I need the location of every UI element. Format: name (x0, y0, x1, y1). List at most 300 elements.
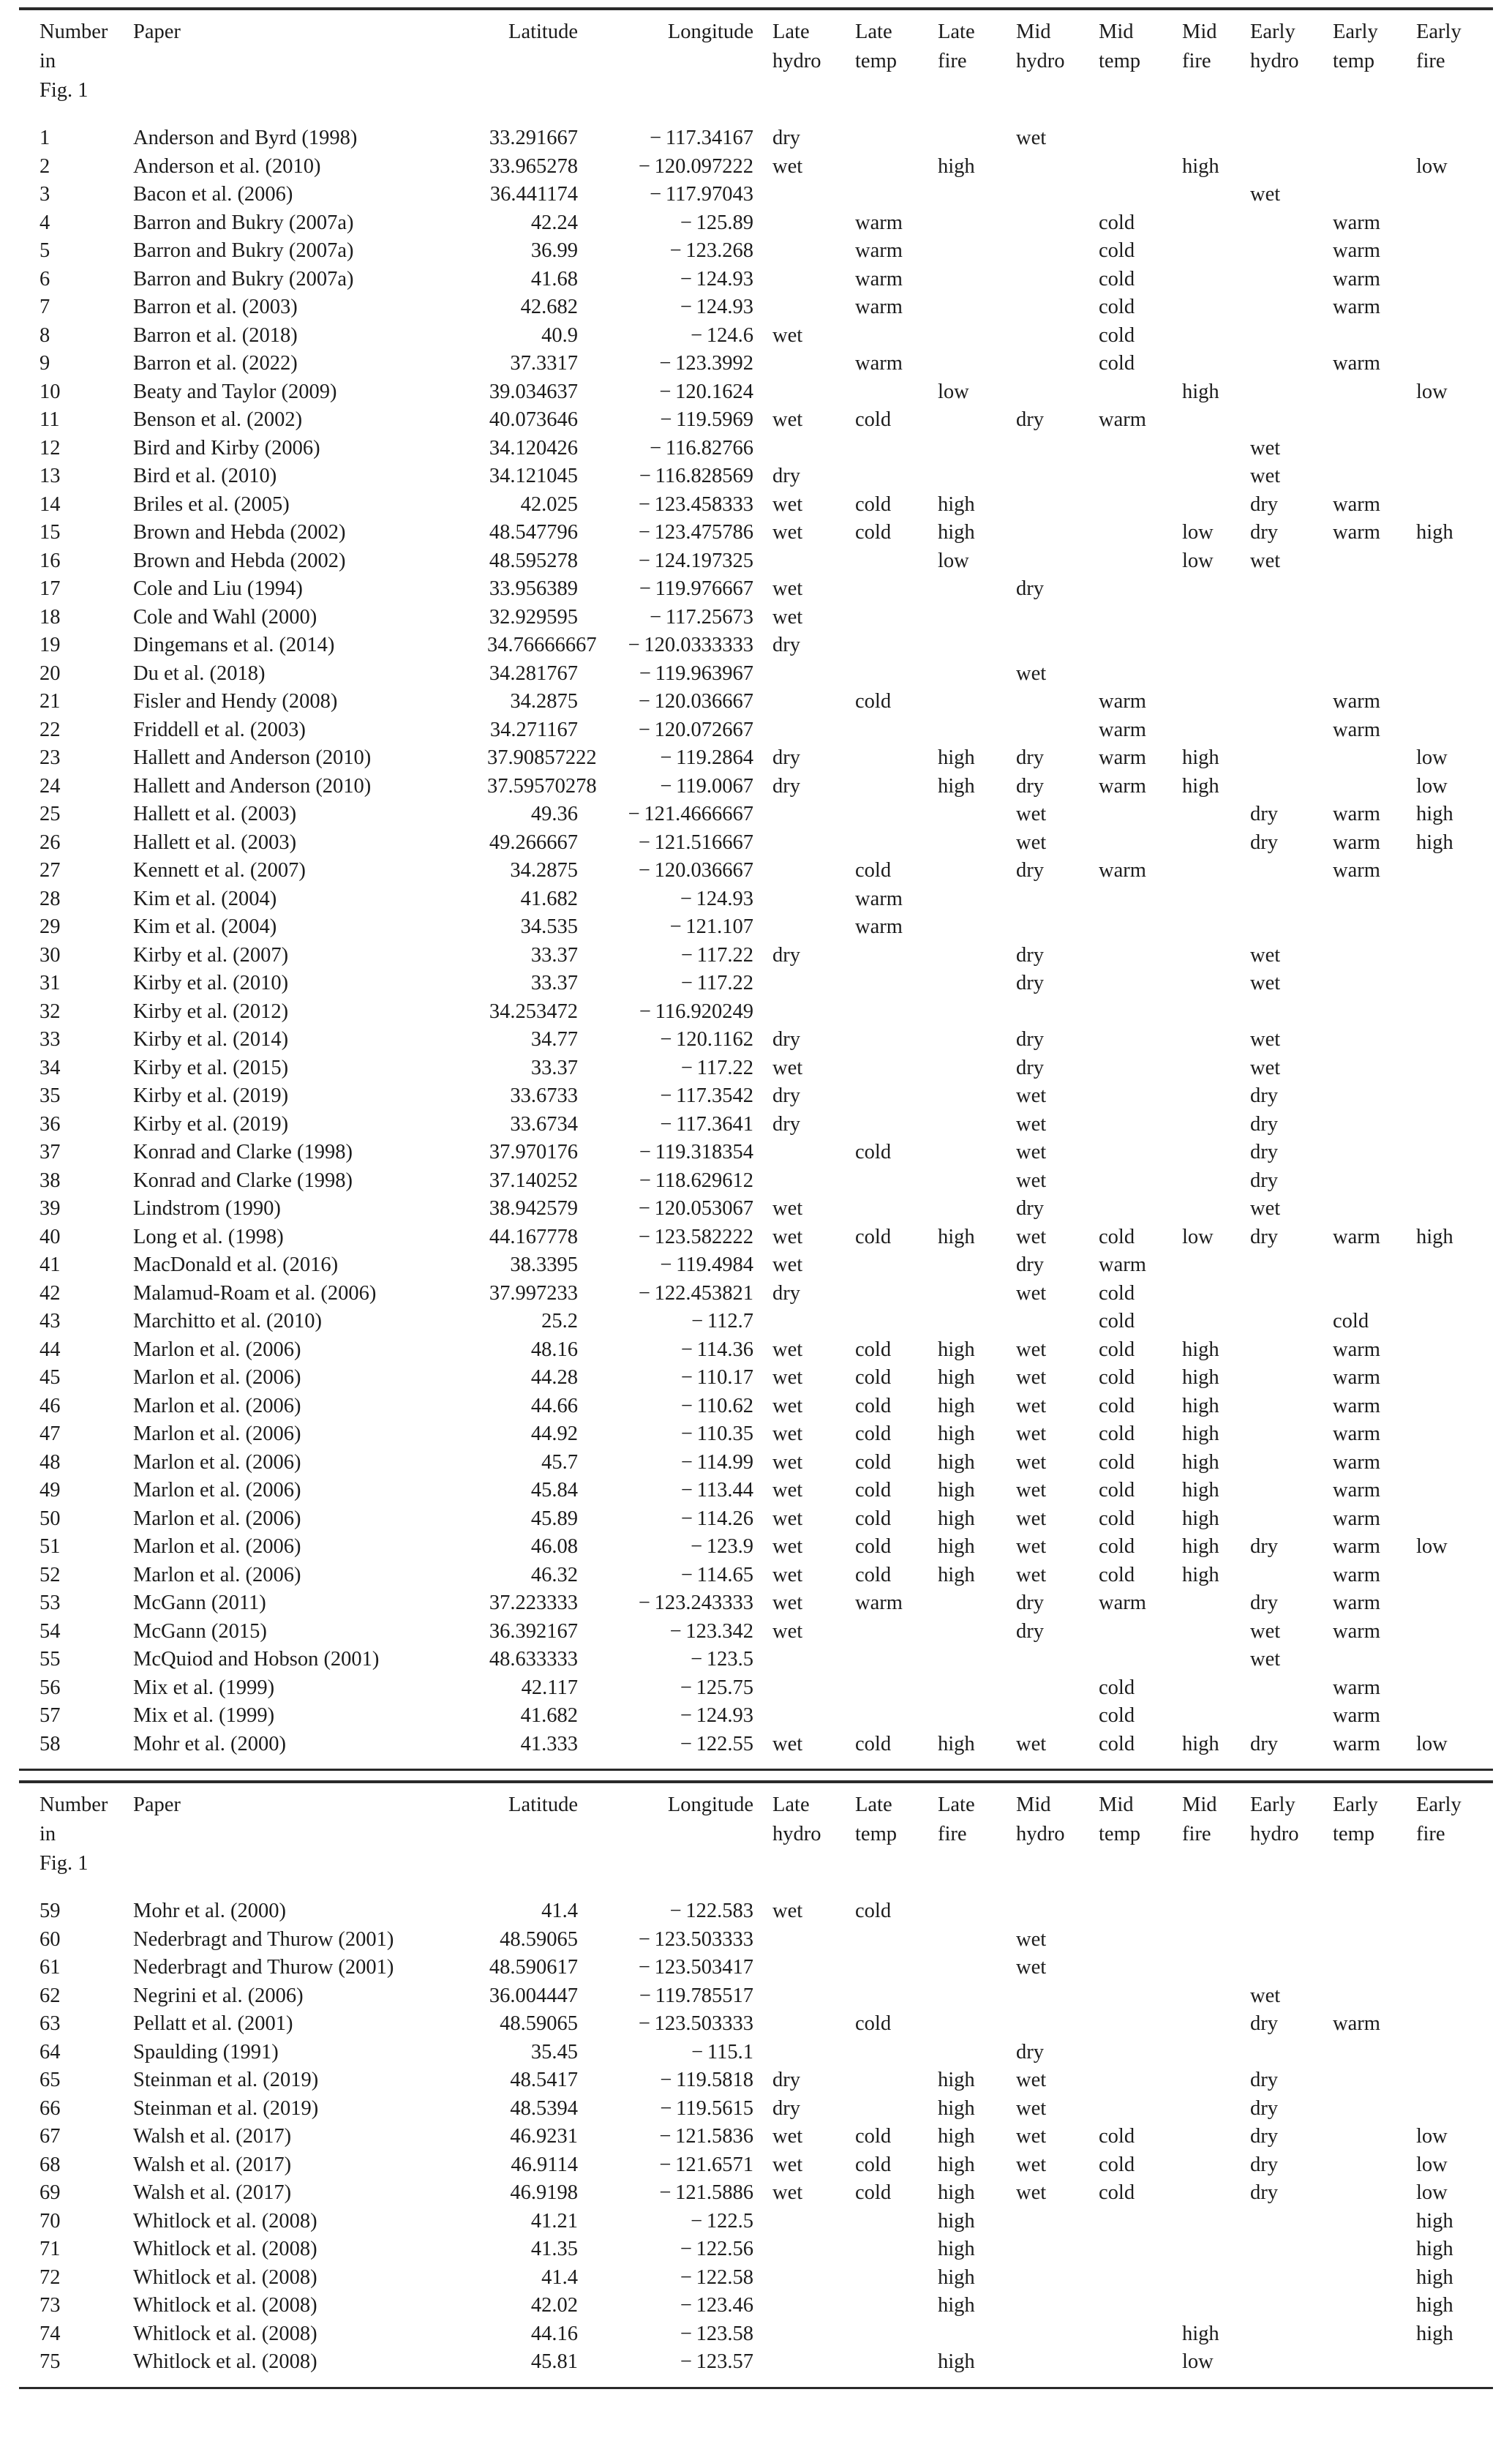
cell-paper: Kennett et al. (2007) (133, 859, 306, 882)
cell-mid-temp: warm (1099, 718, 1146, 741)
cell-late-temp: warm (855, 352, 903, 375)
cell-late-hydro: dry (772, 2069, 800, 2091)
cell-number: 71 (40, 2238, 61, 2260)
cell-mid-temp: cold (1099, 1507, 1135, 1530)
cell-latitude: 33.37 (530, 972, 578, 994)
cell-mid-hydro (997, 2320, 1080, 2349)
table-row (19, 1280, 1493, 1308)
cell-mid-fire: high (1182, 1394, 1219, 1417)
cell-early-temp (1314, 2179, 1397, 2208)
cell-number: 23 (40, 746, 61, 769)
cell-mid-fire (1163, 1139, 1231, 1167)
cell-early-fire: high (1416, 803, 1453, 825)
table-row (19, 1026, 1493, 1054)
cell-longitude: − 114.65 (680, 1563, 753, 1586)
cell-early-temp: warm (1333, 1394, 1380, 1417)
cell-late-fire (919, 660, 997, 689)
cell-late-hydro (753, 237, 836, 266)
table-row (19, 1533, 1493, 1562)
cell-mid-hydro: wet (1016, 1479, 1047, 1502)
cell-late-temp: cold (855, 1394, 892, 1417)
cell-late-temp: cold (855, 2125, 892, 2148)
cell-late-hydro: wet (772, 1900, 803, 1922)
cell-late-fire (919, 2010, 997, 2039)
cell-early-temp (1314, 970, 1397, 998)
cell-late-hydro (753, 1308, 836, 1336)
cell-early-temp: warm (1333, 296, 1380, 318)
cell-mid-fire: high (1182, 1563, 1219, 1586)
cell-late-temp (836, 2208, 919, 2236)
cell-late-temp (836, 1982, 919, 2011)
cell-number: 2 (40, 154, 50, 178)
cell-early-temp: warm (1333, 1535, 1380, 1558)
cell-mid-temp: warm (1099, 746, 1146, 769)
table-row (19, 1618, 1493, 1646)
cell-mid-hydro (997, 2292, 1080, 2320)
cell-early-temp: warm (1333, 1338, 1380, 1361)
cell-mid-fire (1163, 1674, 1231, 1703)
table-row (19, 2010, 1493, 2039)
cell-paper: Hallett and Anderson (2010) (133, 746, 372, 769)
cell-number: 28 (40, 887, 61, 910)
cell-number: 1 (40, 127, 50, 149)
cell-late-temp (836, 322, 919, 351)
table-header-repeat (19, 1783, 1493, 1887)
col-header-early-fire: Early fire (1416, 1793, 1462, 1845)
cell-late-temp (836, 1308, 919, 1336)
cell-mid-temp: cold (1099, 1535, 1135, 1558)
cell-mid-fire (1163, 2235, 1231, 2264)
cell-longitude: − 121.6571 (659, 2153, 753, 2176)
cell-number: 64 (40, 2040, 61, 2063)
cell-mid-hydro: wet (1016, 1732, 1047, 1755)
cell-paper: Mix et al. (1999) (133, 1704, 275, 1727)
cell-number: 33 (40, 1028, 61, 1051)
cell-late-fire (919, 1139, 997, 1167)
cell-late-hydro (753, 1954, 836, 1982)
cell-late-temp (836, 1082, 919, 1111)
cell-mid-hydro: dry (1016, 943, 1044, 967)
cell-mid-temp: warm (1099, 774, 1146, 798)
cell-early-temp (1314, 913, 1397, 942)
table-row (19, 435, 1493, 463)
table-row (19, 1392, 1493, 1421)
table-row (19, 1223, 1493, 1252)
cell-paper: Bird and Kirby (2006) (133, 436, 320, 460)
cell-late-temp: cold (855, 1141, 892, 1163)
cell-longitude: − 124.93 (680, 296, 753, 318)
cell-early-fire (1397, 1505, 1493, 1534)
cell-mid-hydro (997, 2235, 1080, 2264)
cell-early-hydro (1231, 1280, 1314, 1308)
cell-late-temp (836, 1054, 919, 1083)
col-header-longitude: Longitude (667, 20, 753, 43)
table-row (19, 350, 1493, 378)
cell-early-fire (1397, 631, 1493, 660)
cell-mid-temp (1080, 153, 1163, 181)
cell-late-fire (919, 209, 997, 238)
cell-early-hydro: wet (1250, 1619, 1281, 1643)
cell-mid-fire (1163, 181, 1231, 209)
cell-latitude: 37.59570278 (487, 774, 597, 798)
cell-mid-fire (1163, 293, 1231, 322)
cell-late-hydro: dry (772, 1112, 800, 1136)
cell-latitude: 41.21 (530, 2209, 578, 2233)
cell-number: 20 (40, 661, 61, 685)
cell-mid-fire (1163, 237, 1231, 266)
cell-late-fire: high (938, 492, 975, 516)
cell-latitude: 48.59065 (500, 1927, 578, 1951)
cell-mid-temp (1080, 885, 1163, 914)
cell-paper: Dingemans et al. (2014) (133, 634, 335, 656)
cell-number: 74 (40, 2322, 61, 2345)
table-row (19, 1195, 1493, 1223)
col-header-mid-temp: Mid temp (1099, 20, 1140, 72)
cell-number: 17 (40, 577, 61, 600)
cell-number: 50 (40, 1507, 61, 1530)
cell-early-temp (1314, 885, 1397, 914)
cell-longitude: − 112.7 (691, 1310, 753, 1332)
cell-paper: Brown and Hebda (2002) (133, 521, 346, 544)
cell-late-hydro (753, 998, 836, 1027)
cell-number: 11 (40, 408, 60, 431)
cell-early-temp: warm (1333, 267, 1380, 290)
cell-late-fire (919, 1954, 997, 1982)
cell-paper: Mohr et al. (2000) (133, 1900, 286, 1922)
cell-early-fire (1397, 2095, 1493, 2123)
cell-number: 62 (40, 1984, 61, 2007)
cell-number: 70 (40, 2209, 61, 2233)
cell-early-hydro (1231, 1420, 1314, 1449)
cell-early-hydro (1231, 2039, 1314, 2067)
cell-number: 29 (40, 915, 61, 938)
cell-mid-hydro (997, 913, 1080, 942)
cell-number: 14 (40, 492, 61, 516)
cell-latitude: 46.32 (530, 1563, 578, 1586)
cell-number: 8 (40, 323, 50, 347)
cell-late-fire (919, 2320, 997, 2349)
cell-early-temp: warm (1333, 211, 1380, 234)
cell-late-fire (919, 1167, 997, 1196)
cell-early-hydro (1231, 857, 1314, 885)
cell-paper: Kirby et al. (2019) (133, 1112, 289, 1136)
cell-mid-temp (1080, 2264, 1163, 2293)
cell-early-temp (1314, 1251, 1397, 1280)
cell-mid-hydro (997, 2010, 1080, 2039)
cell-early-hydro (1231, 1251, 1314, 1280)
cell-longitude: − 124.93 (680, 267, 753, 290)
cell-early-temp: warm (1333, 1366, 1380, 1389)
table-row (19, 1674, 1493, 1703)
table-row (19, 2123, 1493, 2151)
table-body-1 (19, 114, 1493, 1769)
cell-mid-temp: cold (1099, 1704, 1135, 1727)
cell-early-hydro (1231, 1887, 1314, 1926)
cell-early-temp (1314, 631, 1397, 660)
cell-mid-temp: warm (1099, 408, 1146, 431)
cell-late-hydro: wet (772, 323, 803, 347)
cell-early-fire (1397, 2039, 1493, 2067)
cell-late-temp: cold (855, 492, 892, 516)
cell-late-temp: warm (855, 1592, 903, 1614)
cell-early-fire (1397, 1392, 1493, 1421)
cell-early-hydro (1231, 631, 1314, 660)
cell-late-fire: high (938, 1507, 975, 1530)
cell-latitude: 34.77 (530, 1028, 578, 1051)
cell-mid-temp (1080, 604, 1163, 632)
cell-mid-temp: cold (1099, 1394, 1135, 1417)
cell-mid-hydro: dry (1016, 972, 1044, 994)
cell-late-hydro (753, 970, 836, 998)
cell-number: 27 (40, 859, 61, 882)
cell-mid-hydro: wet (1016, 1169, 1047, 1192)
cell-late-fire (919, 885, 997, 914)
cell-early-fire (1397, 462, 1493, 491)
cell-early-temp (1314, 435, 1397, 463)
table-row (19, 1887, 1493, 1926)
records-table-part-2 (19, 1783, 1493, 2387)
cell-late-fire (919, 970, 997, 998)
cell-mid-hydro: wet (1016, 1927, 1047, 1951)
cell-early-fire (1397, 1308, 1493, 1336)
cell-late-hydro (753, 885, 836, 914)
cell-mid-fire (1163, 631, 1231, 660)
cell-late-fire: high (938, 1535, 975, 1558)
cell-late-hydro (753, 2320, 836, 2349)
cell-paper: Marlon et al. (2006) (133, 1535, 301, 1558)
cell-early-hydro (1231, 2235, 1314, 2264)
cell-mid-fire: high (1182, 380, 1219, 403)
cell-latitude: 42.02 (530, 2294, 578, 2317)
cell-early-hydro: dry (1250, 521, 1278, 544)
cell-mid-temp: cold (1099, 1338, 1135, 1361)
cell-early-temp (1314, 2151, 1397, 2180)
cell-mid-hydro (997, 1674, 1080, 1703)
cell-paper: Pellatt et al. (2001) (133, 2012, 293, 2035)
cell-paper: Marlon et al. (2006) (133, 1507, 301, 1530)
cell-early-temp (1314, 1887, 1397, 1926)
cell-early-temp: warm (1333, 1479, 1380, 1502)
cell-mid-fire: low (1182, 549, 1214, 572)
cell-early-hydro: dry (1250, 1112, 1278, 1136)
cell-late-hydro (753, 1702, 836, 1731)
cell-early-temp: warm (1333, 492, 1380, 516)
cell-mid-hydro: dry (1016, 1028, 1044, 1051)
cell-early-fire (1397, 970, 1493, 998)
cell-mid-temp: cold (1099, 352, 1135, 375)
cell-latitude: 37.997233 (489, 1281, 578, 1305)
cell-paper: Kim et al. (2004) (133, 915, 277, 938)
cell-late-fire (919, 688, 997, 716)
cell-paper: Kirby et al. (2014) (133, 1028, 289, 1051)
cell-early-temp: warm (1333, 2012, 1380, 2035)
cell-paper: Kirby et al. (2015) (133, 1056, 289, 1079)
cell-mid-fire (1163, 1646, 1231, 1674)
cell-latitude: 32.929595 (489, 605, 578, 629)
cell-late-temp: cold (855, 859, 892, 882)
cell-mid-fire (1163, 491, 1231, 520)
cell-late-temp (836, 114, 919, 153)
table-row (19, 237, 1493, 266)
cell-longitude: − 113.44 (680, 1479, 753, 1502)
cell-number: 72 (40, 2265, 61, 2289)
cell-early-temp (1314, 773, 1397, 801)
cell-latitude: 34.535 (520, 915, 578, 938)
table-row (19, 1420, 1493, 1449)
cell-latitude: 33.6733 (510, 1084, 578, 1107)
cell-mid-hydro: dry (1016, 577, 1044, 600)
table-row (19, 114, 1493, 153)
cell-number: 61 (40, 1956, 61, 1979)
cell-late-hydro (753, 2010, 836, 2039)
cell-late-fire: high (938, 521, 975, 544)
cell-mid-fire (1163, 1702, 1231, 1731)
cell-latitude: 34.120426 (489, 436, 578, 460)
cell-early-fire (1397, 209, 1493, 238)
cell-mid-fire (1163, 970, 1231, 998)
cell-early-temp: warm (1333, 859, 1380, 882)
records-table-part-1 (19, 10, 1493, 1769)
col-header-early-hydro: Early hydro (1250, 20, 1299, 72)
cell-mid-fire (1163, 2095, 1231, 2123)
cell-number: 56 (40, 1676, 61, 1699)
cell-mid-fire: high (1182, 1422, 1219, 1445)
cell-early-hydro: wet (1250, 183, 1281, 206)
cell-longitude: − 121.5886 (659, 2181, 753, 2204)
cell-late-temp (836, 773, 919, 801)
cell-paper: Beaty and Taylor (2009) (133, 380, 337, 403)
cell-early-temp (1314, 942, 1397, 970)
cell-late-temp (836, 2292, 919, 2320)
cell-mid-fire (1163, 2066, 1231, 2095)
cell-early-fire (1397, 1589, 1493, 1618)
cell-late-temp (836, 660, 919, 689)
cell-mid-temp (1080, 547, 1163, 576)
cell-paper: Whitlock et al. (2008) (133, 2265, 317, 2289)
cell-late-temp: cold (855, 1422, 892, 1445)
table-row (19, 266, 1493, 294)
cell-early-fire (1397, 435, 1493, 463)
cell-late-temp: cold (855, 408, 892, 431)
cell-mid-temp: warm (1099, 1253, 1146, 1276)
cell-number: 10 (40, 380, 61, 403)
cell-late-fire: high (938, 1450, 975, 1474)
cell-mid-temp: cold (1099, 1281, 1135, 1305)
cell-mid-fire (1163, 2264, 1231, 2293)
cell-early-temp: warm (1333, 1704, 1380, 1727)
cell-early-fire: low (1416, 154, 1448, 178)
cell-longitude: − 125.75 (680, 1676, 753, 1699)
cell-longitude: − 117.97043 (650, 183, 753, 206)
cell-early-hydro (1231, 744, 1314, 773)
cell-number: 19 (40, 634, 61, 656)
cell-mid-fire (1163, 322, 1231, 351)
cell-latitude: 36.441174 (489, 183, 578, 206)
table-row (19, 1364, 1493, 1392)
cell-number: 38 (40, 1169, 61, 1192)
cell-latitude: 40.9 (541, 323, 578, 347)
col-header-number-in-fig1: Number in Fig. 1 (40, 1793, 108, 1875)
cell-mid-temp (1080, 1111, 1163, 1139)
table-section-1 (19, 7, 1493, 1771)
cell-late-fire (919, 631, 997, 660)
cell-longitude: − 115.1 (691, 2040, 753, 2063)
cell-mid-hydro: dry (1016, 408, 1044, 431)
cell-early-fire (1397, 1336, 1493, 1365)
cell-mid-temp (1080, 1954, 1163, 1982)
cell-longitude: − 123.503333 (638, 2012, 753, 2035)
cell-late-hydro: dry (772, 634, 800, 656)
cell-early-temp (1314, 575, 1397, 604)
col-header-late-fire: Late fire (938, 1793, 975, 1845)
table-row (19, 631, 1493, 660)
cell-late-hydro (753, 857, 836, 885)
cell-early-fire (1397, 114, 1493, 153)
cell-mid-hydro (997, 491, 1080, 520)
cell-mid-temp (1080, 575, 1163, 604)
cell-late-temp (836, 631, 919, 660)
cell-mid-fire: high (1182, 774, 1219, 798)
cell-late-hydro: wet (772, 2153, 803, 2176)
cell-late-fire (919, 1026, 997, 1054)
cell-early-fire (1397, 350, 1493, 378)
cell-longitude: − 117.22 (680, 943, 753, 967)
cell-mid-fire: high (1182, 1450, 1219, 1474)
cell-mid-temp (1080, 519, 1163, 547)
cell-mid-hydro: dry (1016, 746, 1044, 769)
cell-late-temp: cold (855, 2153, 892, 2176)
cell-late-hydro: dry (772, 943, 800, 967)
cell-mid-temp (1080, 660, 1163, 689)
cell-longitude: − 122.55 (680, 1732, 753, 1755)
cell-longitude: − 124.197325 (638, 549, 753, 572)
cell-longitude: − 123.503333 (638, 1927, 753, 1951)
cell-number: 5 (40, 239, 50, 262)
cell-paper: Marlon et al. (2006) (133, 1450, 301, 1474)
cell-longitude: − 117.25673 (650, 605, 753, 629)
cell-paper: Kirby et al. (2012) (133, 1000, 289, 1023)
cell-mid-fire: high (1182, 1507, 1219, 1530)
cell-paper: Anderson et al. (2010) (133, 154, 321, 178)
cell-mid-hydro: wet (1016, 2069, 1047, 2091)
cell-early-hydro: wet (1250, 1984, 1281, 2007)
cell-latitude: 36.004447 (489, 1984, 578, 2007)
cell-late-fire: high (938, 774, 975, 798)
cell-late-fire: high (938, 2096, 975, 2120)
cell-early-fire (1397, 181, 1493, 209)
cell-late-hydro: wet (772, 492, 803, 516)
cell-number: 51 (40, 1535, 61, 1558)
cell-early-fire (1397, 1449, 1493, 1477)
table-row (19, 1646, 1493, 1674)
cell-early-fire: low (1416, 1732, 1448, 1755)
cell-early-fire (1397, 660, 1493, 689)
cell-mid-temp: cold (1099, 1732, 1135, 1755)
cell-late-hydro: wet (772, 154, 803, 178)
cell-late-hydro: wet (772, 1592, 803, 1614)
cell-longitude: − 123.3992 (659, 352, 753, 375)
cell-late-fire (919, 1982, 997, 2011)
cell-late-hydro (753, 2039, 836, 2067)
cell-late-fire (919, 266, 997, 294)
cell-latitude: 45.89 (530, 1507, 578, 1530)
cell-longitude: − 124.93 (680, 1704, 753, 1727)
cell-number: 66 (40, 2096, 61, 2120)
cell-mid-fire: high (1182, 1535, 1219, 1558)
cell-early-fire (1397, 2348, 1493, 2387)
cell-mid-hydro: wet (1016, 1084, 1047, 1107)
col-header-early-temp: Early temp (1333, 1793, 1378, 1845)
